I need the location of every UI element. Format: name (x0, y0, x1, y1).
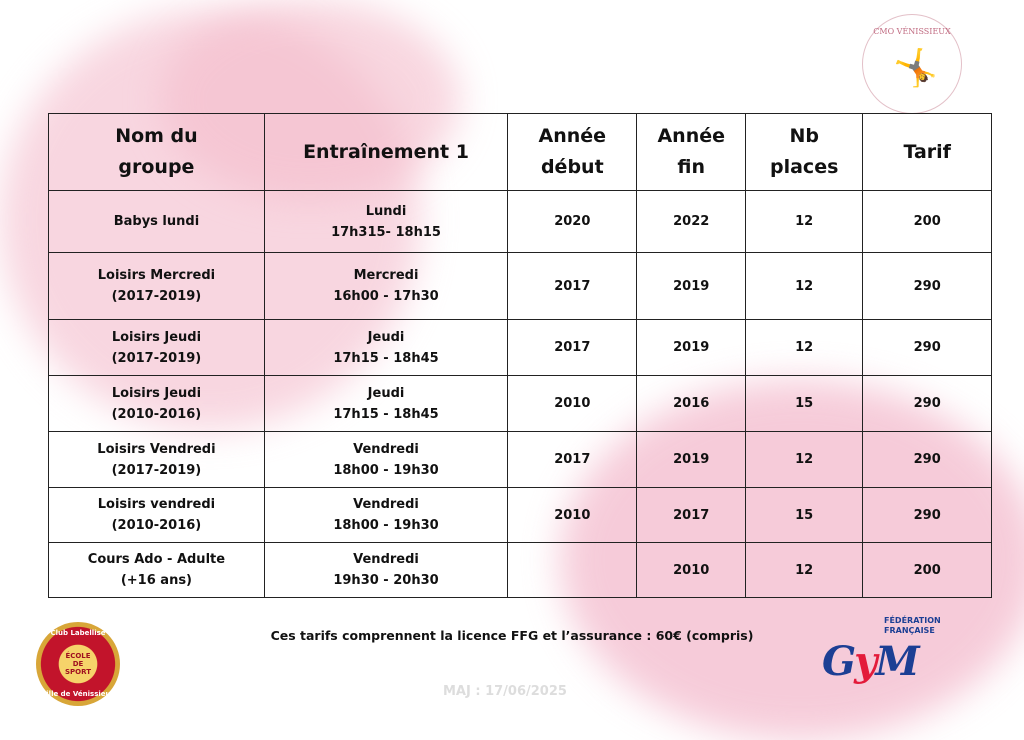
cell-nom (49, 320, 265, 376)
cell-text: 17h15 - 18h45 (333, 406, 439, 422)
logo-text: CMO VÉNISSIEUX (873, 27, 951, 36)
cell-tarif (863, 432, 992, 488)
header-cell: Année fin (637, 114, 746, 191)
cell-text: 2019 (673, 278, 710, 294)
cell-text: Loisirs Jeudi (111, 385, 202, 401)
header-cell: Nom du groupe (49, 114, 265, 191)
cell-text: Vendredi (353, 441, 419, 457)
cell-text: (2010-2016) (111, 406, 202, 422)
cell-debut (508, 488, 637, 543)
cell-text: 2010 (554, 507, 591, 523)
cell-text: (2017-2019) (111, 350, 202, 366)
cell-text: 18h00 - 19h30 (333, 518, 439, 533)
cell-text: 290 (913, 340, 941, 355)
cell-text: 15 (795, 396, 814, 411)
table-row (49, 191, 992, 253)
cell-text: 2019 (673, 340, 710, 355)
cell-text: 12 (795, 452, 814, 467)
ffg-logo (822, 616, 982, 690)
club-logo (862, 14, 962, 114)
pricing-note: Ces tarifs comprennent la licence FFG et l’assurance : 60€ (compris) (270, 628, 754, 643)
cell-text: (+16 ans) (120, 573, 193, 588)
cell-text: Cours Ado - Adulte (87, 552, 226, 567)
cell-text: 19h30 - 20h30 (333, 573, 439, 588)
table-row (49, 432, 992, 488)
ffg-line: FÉDÉRATION (884, 616, 941, 625)
cell-text: 2019 (673, 452, 710, 467)
cell-text: 15 (795, 507, 814, 523)
header-cell: Nb places (746, 114, 863, 191)
cell-nom (49, 253, 265, 320)
cell-text: Loisirs vendredi (97, 497, 216, 512)
cell-text: Jeudi (367, 385, 405, 401)
cell-debut (508, 253, 637, 320)
cell-text: Vendredi (353, 552, 419, 567)
table-row (49, 488, 992, 543)
cell-text: 200 (913, 562, 941, 578)
cell-text: 2020 (554, 214, 591, 229)
cell-places (746, 253, 863, 320)
cell-jour (264, 253, 507, 320)
cell-fin (637, 253, 746, 320)
cell-jour (264, 320, 507, 376)
cell-text: 2022 (673, 214, 710, 229)
table-row (49, 320, 992, 376)
cell-text: 12 (795, 562, 814, 578)
cell-debut (508, 191, 637, 253)
cell-text: Vendredi (353, 497, 419, 512)
gym-logo-text: GyM (822, 638, 918, 685)
cell-tarif (863, 320, 992, 376)
cell-text: Mercredi (353, 268, 419, 283)
cell-text: 16h00 - 17h30 (333, 289, 439, 304)
cell-text: 2017 (554, 340, 591, 355)
table-header-row (49, 114, 992, 191)
table-row (49, 376, 992, 432)
cell-text: Lundi (365, 203, 407, 219)
badge-line: SPORT (65, 668, 91, 676)
cell-debut (508, 376, 637, 432)
cell-debut (508, 320, 637, 376)
cell-text: 2016 (673, 396, 710, 411)
cell-text: 18h00 - 19h30 (333, 462, 439, 478)
badge-bottom: Ville de Vénissieux (40, 690, 116, 698)
cell-tarif (863, 488, 992, 543)
badge-line: DE (72, 660, 84, 668)
cell-text: 2017 (554, 452, 591, 467)
cell-nom (49, 488, 265, 543)
ffg-line: FRANÇAISE (884, 626, 935, 635)
cell-nom (49, 543, 265, 598)
cell-text: Jeudi (367, 329, 405, 345)
cell-text: 12 (795, 278, 814, 294)
header-cell: Année début (508, 114, 637, 191)
cell-text: 17h15 - 18h45 (333, 350, 439, 366)
cell-places (746, 191, 863, 253)
cell-tarif (863, 191, 992, 253)
table-row (49, 253, 992, 320)
cell-text: 12 (795, 214, 814, 229)
header-cell: Entraînement 1 (264, 114, 507, 191)
cell-debut (508, 432, 637, 488)
header-cell: Tarif (863, 114, 992, 191)
cell-text: (2010-2016) (111, 518, 202, 533)
cell-places (746, 376, 863, 432)
cell-nom (49, 191, 265, 253)
cell-text: (2017-2019) (111, 462, 202, 478)
cell-places (746, 320, 863, 376)
cell-text: Loisirs Mercredi (97, 268, 216, 283)
cell-fin (637, 432, 746, 488)
cell-text: Loisirs Jeudi (111, 329, 202, 345)
cell-fin (637, 376, 746, 432)
cell-nom (49, 376, 265, 432)
cell-text: Loisirs Vendredi (97, 441, 216, 457)
cell-text: 200 (913, 214, 941, 229)
cell-text: 2010 (554, 396, 591, 411)
schedule-table (48, 113, 992, 598)
gymnast-icon: 🤸 (893, 48, 938, 89)
cell-fin (637, 191, 746, 253)
cell-fin (637, 543, 746, 598)
update-date: MAJ : 17/06/2025 (443, 684, 567, 699)
cell-tarif (863, 376, 992, 432)
cell-text: (2017-2019) (111, 289, 202, 304)
cell-fin (637, 320, 746, 376)
cell-text: 290 (913, 507, 941, 523)
cell-places (746, 543, 863, 598)
badge-line: ÉCOLE (65, 652, 91, 660)
cell-jour (264, 376, 507, 432)
cell-tarif (863, 543, 992, 598)
badge-top: Club Labellisé (50, 629, 106, 637)
cell-text: 290 (913, 278, 941, 294)
cell-text: 290 (913, 452, 941, 467)
cell-jour (264, 432, 507, 488)
cell-tarif (863, 253, 992, 320)
cell-jour (264, 543, 507, 598)
cell-text: 2010 (673, 562, 710, 578)
cell-fin (637, 488, 746, 543)
cell-debut (508, 543, 637, 598)
cell-text: 12 (795, 340, 814, 355)
cell-text: Babys lundi (113, 214, 200, 229)
cell-text: 290 (913, 396, 941, 411)
cell-text: 17h315- 18h15 (331, 224, 441, 240)
cell-text: 2017 (673, 507, 710, 523)
cell-places (746, 488, 863, 543)
cell-jour (264, 191, 507, 253)
cell-places (746, 432, 863, 488)
cell-jour (264, 488, 507, 543)
table-row (49, 543, 992, 598)
cell-text: 2017 (554, 278, 591, 294)
cell-nom (49, 432, 265, 488)
